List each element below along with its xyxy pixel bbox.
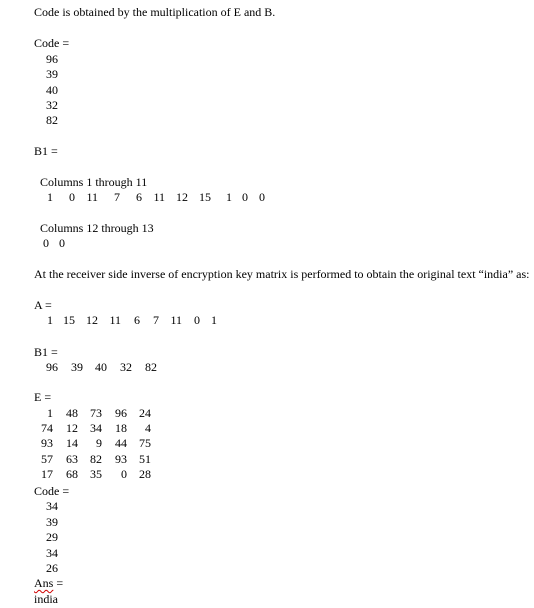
matrix-cell: 96 xyxy=(115,406,127,420)
code-value: 96 xyxy=(46,52,58,66)
matrix-cell: 1 xyxy=(211,313,217,327)
receiver-text: At the receiver side inverse of encryption key matrix is performed to obtain the original text “india” as: xyxy=(34,267,530,281)
e-row xyxy=(40,437,170,452)
matrix-cell: 82 xyxy=(145,360,157,374)
e-row xyxy=(40,453,170,468)
matrix-cell: 35 xyxy=(90,467,102,481)
ans-value: india xyxy=(34,592,58,606)
matrix-cell: 34 xyxy=(90,421,102,435)
code-value: 34 xyxy=(46,499,58,513)
matrix-cell: 44 xyxy=(115,436,127,450)
matrix-cell: 0 xyxy=(242,190,248,204)
matrix-cell: 0 xyxy=(194,313,200,327)
matrix-cell: 18 xyxy=(115,421,127,435)
matrix-cell: 1 xyxy=(47,190,53,204)
matrix-cell: 32 xyxy=(120,360,132,374)
matrix-cell: 11 xyxy=(170,313,182,327)
matrix-cell: 6 xyxy=(134,313,140,327)
matrix-cell: 48 xyxy=(66,406,78,420)
matrix-cell: 12 xyxy=(66,421,78,435)
matrix-cell: 11 xyxy=(153,190,165,204)
matrix-cell: 40 xyxy=(95,360,107,374)
a-row xyxy=(40,314,240,329)
code-label: Code = xyxy=(34,36,70,50)
matrix-cell: 7 xyxy=(114,190,120,204)
matrix-cell: 57 xyxy=(41,452,53,466)
matrix-cell: 7 xyxy=(153,313,159,327)
ans-label xyxy=(34,577,63,589)
matrix-cell: 6 xyxy=(136,190,142,204)
matrix-cell: 1 xyxy=(47,313,53,327)
matrix-cell: 1 xyxy=(226,190,232,204)
matrix-cell: 9 xyxy=(96,436,102,450)
matrix-cell: 68 xyxy=(66,467,78,481)
b1-label: B1 = xyxy=(34,144,58,158)
a-label: A = xyxy=(34,298,52,312)
code-value: 32 xyxy=(46,98,58,112)
columns-heading: Columns 12 through 13 xyxy=(40,221,154,235)
e-row xyxy=(40,422,170,437)
ans-label-equals: = xyxy=(53,576,64,590)
e-label: E = xyxy=(34,390,52,404)
code-value: 39 xyxy=(46,67,58,81)
code-value: 26 xyxy=(46,561,58,575)
code-value: 29 xyxy=(46,530,58,544)
matrix-cell: 14 xyxy=(66,436,78,450)
e-row xyxy=(40,468,170,483)
matrix-cell: 12 xyxy=(86,313,98,327)
matrix-cell: 28 xyxy=(139,467,151,481)
intro-text: Code is obtained by the multiplication of E and B. xyxy=(34,5,276,19)
matrix-cell: 17 xyxy=(41,467,53,481)
matrix-cell: 1 xyxy=(47,406,53,420)
matrix-cell: 15 xyxy=(63,313,75,327)
b1-row-columns-12-13 xyxy=(40,237,100,252)
matrix-cell: 24 xyxy=(139,406,151,420)
matrix-cell: 96 xyxy=(46,360,58,374)
code-label: Code = xyxy=(34,484,70,498)
matrix-cell: 51 xyxy=(139,452,151,466)
matrix-cell: 39 xyxy=(71,360,83,374)
b1-row-columns-1-11 xyxy=(40,191,280,206)
matrix-cell: 82 xyxy=(90,452,102,466)
matrix-cell: 74 xyxy=(41,421,53,435)
matrix-cell: 73 xyxy=(90,406,102,420)
code-value: 40 xyxy=(46,83,58,97)
matrix-cell: 0 xyxy=(59,236,65,250)
code-value: 39 xyxy=(46,515,58,529)
columns-heading: Columns 1 through 11 xyxy=(40,175,148,189)
matrix-cell: 15 xyxy=(199,190,211,204)
matrix-cell: 75 xyxy=(139,436,151,450)
b1-label: B1 = xyxy=(34,345,58,359)
code-value: 82 xyxy=(46,113,58,127)
matrix-cell: 0 xyxy=(259,190,265,204)
matrix-cell: 0 xyxy=(43,236,49,250)
matrix-cell: 93 xyxy=(41,436,53,450)
code-value: 34 xyxy=(46,546,58,560)
matrix-cell: 11 xyxy=(109,313,121,327)
matrix-cell: 0 xyxy=(121,467,127,481)
matrix-cell: 63 xyxy=(66,452,78,466)
matrix-cell: 0 xyxy=(69,190,75,204)
matrix-cell: 4 xyxy=(145,421,151,435)
matrix-cell: 12 xyxy=(176,190,188,204)
matrix-cell: 93 xyxy=(115,452,127,466)
e-row xyxy=(40,407,170,422)
matrix-cell: 11 xyxy=(86,190,98,204)
b1-row xyxy=(40,361,200,376)
ans-label-word: Ans xyxy=(34,576,54,590)
